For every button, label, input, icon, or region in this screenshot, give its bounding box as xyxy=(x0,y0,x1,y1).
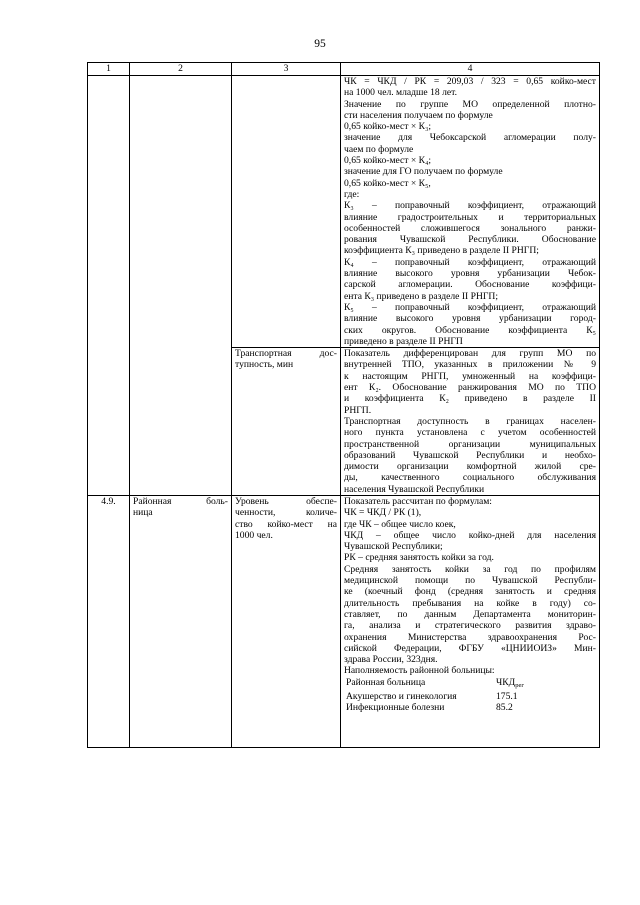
text-line: где ЧК – общее число коек, xyxy=(344,518,456,530)
row-a-col-4 xyxy=(341,76,600,348)
hospital-header-name: Районная больница xyxy=(346,676,426,688)
text-line: ЧКД – общее число койко-дней для населения xyxy=(344,529,596,541)
text-line: коэффициента К₃ приведено в разделе II РНГП; xyxy=(344,245,539,257)
text-line: влияние высокого уровня урбанизации Чебок- xyxy=(344,268,596,280)
text-line: ента К₃ приведено в разделе II РНГП; xyxy=(344,290,499,302)
text-line: на 1000 чел. младше 18 лет. xyxy=(344,87,457,99)
text-line: Транспортная дос- xyxy=(235,348,337,360)
row-c-text xyxy=(344,496,596,677)
text-line: сти населения получаем по формуле xyxy=(344,109,493,121)
text-line: Уровень обеспе- xyxy=(235,495,337,507)
text-line: где: xyxy=(344,188,360,200)
row-a-col-1 xyxy=(88,76,130,496)
text-line: здрава России, 323дня. xyxy=(344,654,438,666)
text-line: га, анализа и стратегического развития здраво- xyxy=(344,620,596,632)
text-line: охранения Министерства здравоохранения Рос- xyxy=(344,631,596,643)
text-line: ент К₂. Обоснование ранжирования МО по ТПО xyxy=(344,382,596,394)
text-line: Показатель дифференцирован для групп МО по xyxy=(344,348,596,360)
row-c-col-4 xyxy=(341,495,600,747)
header-col-4: 4 xyxy=(341,63,600,76)
text-line: к настоящим РНГП, умноженный на коэффици- xyxy=(344,370,596,382)
table-row xyxy=(88,76,600,348)
hospital-header-value: $ЧКД_{рег}$ xyxy=(496,676,524,689)
text-line: ставляет, по данным Департамента мониторин- xyxy=(344,608,596,620)
row-a-col-2 xyxy=(130,76,232,496)
text-line: 0,65 койко-мест × К₅, xyxy=(344,177,431,189)
row-c-col-2 xyxy=(130,495,232,747)
row-b-col-3 xyxy=(232,348,341,496)
text-line: чаем по формуле xyxy=(344,143,414,155)
row-a-col-3 xyxy=(232,76,341,348)
text-line: К₅ – поправочный коэффициент, отражающий xyxy=(344,301,596,313)
text-line: РК – средняя занятость койки за год. xyxy=(344,552,494,564)
text-line: внутренней ТПО, указанных в приложении № 9 xyxy=(344,359,596,371)
table-header-row xyxy=(88,63,600,76)
row-c-col-3 xyxy=(232,495,341,747)
text-line: Наполняемость районной больницы: xyxy=(344,665,495,677)
text-line: особенностей сложившегося зонального ранжи- xyxy=(344,222,596,234)
table-row xyxy=(88,495,600,747)
header-col-1: 1 xyxy=(88,63,130,76)
hospital-row-value: 85.2 xyxy=(496,702,513,714)
text-line: и коэффициента К₂ приведено в разделе II xyxy=(344,393,596,405)
text-line: приведено в разделе II РНГП xyxy=(344,335,463,347)
header-col-3: 3 xyxy=(232,63,341,76)
text-line: Районная боль- xyxy=(133,495,228,507)
text-line: длительность пребывания на койке в году) со- xyxy=(344,597,596,609)
text-line: ды, качественного социального обслуживания xyxy=(344,472,596,484)
text-line: влияние градостроительных и территориальных xyxy=(344,211,596,223)
text-line: ке (коечный фонд (средняя занятость и средняя xyxy=(344,586,596,598)
text-line: 0,65 койко-мест × К₃; xyxy=(344,121,432,133)
row-c-index: 4.9. xyxy=(88,495,130,747)
text-line: ница xyxy=(133,507,153,519)
text-line: пространственной организации муниципальных xyxy=(344,438,596,450)
text-line: сарской агломерации. Обоснование коэффици- xyxy=(344,279,596,291)
text-line: значение для Чебоксарской агломерации полу- xyxy=(344,132,596,144)
text-line: тупность, мин xyxy=(235,359,294,371)
text-line: ного пункта установлена с учетом особенностей xyxy=(344,427,596,439)
text-line: значение для ГО получаем по формуле xyxy=(344,166,503,178)
text-line: Чувашской Республики; xyxy=(344,541,443,553)
text-line: К₄ – поправочный коэффициент, отражающий xyxy=(344,256,596,268)
text-line: димости организации комфортной жилой сре- xyxy=(344,461,596,473)
hospital-row-name: Инфекционные болезни xyxy=(346,702,445,714)
norms-table xyxy=(87,62,600,748)
text-line: 0,65 койко-мест × К₄; xyxy=(344,155,432,167)
text-line: влияние высокого уровня урбанизации город- xyxy=(344,313,596,325)
text-line: К₃ – поправочный коэффициент, отражающий xyxy=(344,200,596,212)
text-line: рования Чувашской Республики. Обоснование xyxy=(344,234,596,246)
page-number: 95 xyxy=(314,38,326,50)
text-line: ство койко-мест на xyxy=(235,518,337,530)
text-line: Средняя занятость койки за год по профилям xyxy=(344,563,596,575)
hospital-capacity-table xyxy=(346,677,596,714)
text-line: медицинской помощи по Чувашской Республи- xyxy=(344,575,596,587)
text-line: образований Чувашской Республики и необхо- xyxy=(344,449,596,461)
hospital-row-name: Акушерство и гинекология xyxy=(346,691,457,703)
header-col-2: 2 xyxy=(130,63,232,76)
text-line: ченности, количе- xyxy=(235,507,337,519)
text-line: Показатель рассчитан по формулам: xyxy=(344,495,492,507)
text-line: сийской Федерации, ФГБУ «ЦНИИОИЗ» Мин- xyxy=(344,642,596,654)
text-line: ЧК = ЧКД / РК (1), xyxy=(344,507,422,519)
text-line: РНГП. xyxy=(344,404,372,416)
hospital-row-value: 175.1 xyxy=(496,691,518,703)
text-line: Транспортная доступность в границах населен- xyxy=(344,415,596,427)
text-line: ЧК = ЧКД / РК = 209,03 / 323 = 0,65 койко-мест xyxy=(344,76,596,87)
text-line: 1000 чел. xyxy=(235,529,273,541)
row-b-col-4 xyxy=(341,348,600,496)
text-line: населения Чувашской Республики xyxy=(344,483,485,495)
text-line: Значение по группе МО определенной плотно- xyxy=(344,98,596,110)
text-line: ских округов. Обоснование коэффициента К₅ xyxy=(344,324,596,336)
